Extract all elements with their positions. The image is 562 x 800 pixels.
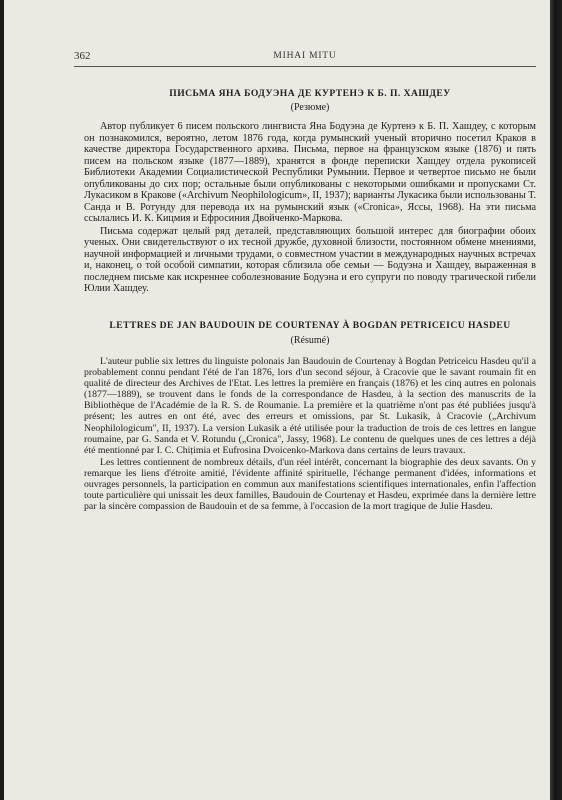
french-paragraph-2: Les lettres contiennent de nombreux détails, d'un réel intérêt, concernant la biographie des deux savants. On y remarque les liens d'étroite amitié, l'évidente affinité spirituelle, l'échange permanent d'idées, informations et ouvrages personnels, la participation en commun aux manifestations scientifiques internationales, enfin l'affection toute particulière qui unissait les deux familles, Baudouin de Courtenay et Hasdeu, exprimée dans la dernière lettre par la sincère compassion de Baudouin et de sa femme, à l'occasion de la mort tragique de Julie Hasdeu. (84, 456, 536, 513)
russian-title: ПИСЬМА ЯНА БОДУЭНА ДЕ КУРТЕНЭ К Б. П. ХАШДЕУ (169, 88, 451, 99)
french-title: LETTRES DE JAN BAUDOUIN DE COURTENAY À BOGDAN PETRICEICU HASDEU (109, 320, 511, 331)
header-rule (74, 66, 536, 67)
french-subtitle: (Résumé) (290, 335, 330, 346)
russian-subtitle: (Резюме) (290, 102, 330, 113)
running-head: MIHAI MITU (273, 51, 337, 61)
book-page (4, 0, 556, 800)
french-paragraph-1: L'auteur publie six lettres du linguiste polonais Jan Baudouin de Courtenay à Bogdan Petriceicu Hasdeu qu'il a probablement connu pendant l'été de l'an 1876, lors d'un second séjour, à Cracovie que le savant roumain fit en qualité de directeur des Archives de l'Etat. Les lettres la première en français (1876) et les cinq autres en polonais (1877—1889), se trouvent dans le fonds de la correspondance de Hasdeu, à la section des manuscrits de la Bibliothèque de l'Académie de la R. S. de Roumanie. La première et la quatrième n'ont pas été publiées jusqu'à présent; les autres en ont été, avec des erreurs et omissions, par St. Lukasik, à Cracovie („Archivum Neophilologicum", II, 1937). La version Lukasik a été utilisée pour la traduction de trois de ces lettres en langue roumaine, par G. Sanda et V. Rotundu („Cronica", Jassy, 1968). Le contenu de quelques unes de ces lettres a déjà été mentionné par I. C. Chițimia et Eufrosina Dvoicenko-Markova dans certains de leurs travaux. (84, 356, 536, 456)
french-summary-section (84, 320, 536, 512)
russian-summary-section (84, 88, 536, 295)
page-edge-shadow (550, 0, 556, 800)
page-header (74, 50, 536, 66)
russian-paragraph-1: Автор публикует 6 писем польского лингвиста Яна Бодуэна де Куртенэ к Б. П. Хашдеу, с которым он познакомился, вероятно, летом 1876 года, когда румынский ученый вторично посетил Краков в качестве директора Государственного архива. Письма, первое на французском языке (1876) и пять писем на польском языке (1877—1889), хранятся в фонде переписки Хашдеу отдела рукописей Библиотеки Академии Социалистической Республики Румынии. Первое и четвертое письмо не были опубликованы до сих пор; остальные были опубликованы с некоторыми ошибками и пропусками Ст. Лукасиком в Кракове («Archivum Neophilologicum», II, 1937); варианты Лукасика были использованы Т. Санда и В. Ротунду для перевода их на румынский язык («Cronica», Яссы, 1968). На эти письма ссылались И. К. Кицмия и Ефросиния Двойченко-Маркова. (84, 121, 536, 224)
russian-paragraph-2: Письма содержат целый ряд деталей, представляющих большой интерес для биографии обоих ученых. Они свидетельствуют о их тесной дружбе, духовной близости, постоянном обмене мнениями, научной информацией и личными трудами, о совместном участии в международных научных встречах и, наконец, о той особой симпатии, которая сблизила обе семьи — Бодуэна и Хашдеу, выраженная в последнем письме как искреннее соболезнование Бодуэна и его супруги по поводу трагической гибели Юлии Хашдеу. (84, 225, 536, 294)
page-number: 362 (74, 50, 91, 62)
